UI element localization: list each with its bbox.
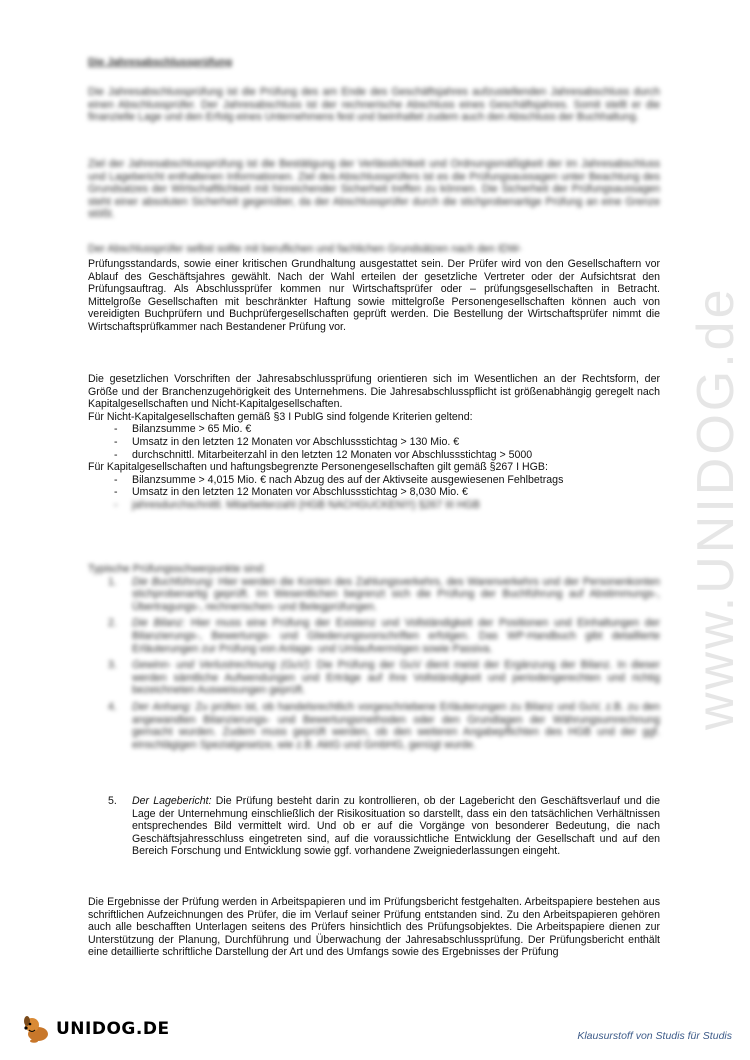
- nonkap-intro: Für Nicht-Kapitalgesellschaften gemäß §3 I PublG sind folgende Kriterien geltend:: [88, 410, 473, 423]
- item-term: Der Anhang:: [132, 700, 192, 713]
- item-number: 5.: [108, 795, 117, 807]
- item-text: Zu prüfen ist, ob handelsrechtlich vorgeschriebene Erläuterungen zu Bilanz und GuV, z.B. zu den angewandten Bilanzierungs- und Bewertungsmethoden oder den Grundlagen der Währungsumrechnung gemacht wurden. Zudem muss geprüft werden, ob den weiteren Angabepflichten des HGB und der ggf. einschlägigen Spezialgesetze, wie z.B. AktG und GmbHG, genügt wurde.: [132, 700, 660, 751]
- item-text: Die Prüfung besteht darin zu kontrollieren, ob der Lagebericht den Geschäftsverlauf und die Lage der Unternehmung einschließlich der Risikosituation so darstellt, dass ein den tatsächlichen Verhältnissen entsprechendes Bild vermittelt wird. Und ob er auf die Vorgänge von besonderer Bedeutung, die nach Geschäftsjahresschluss eingetreten sind, auf die voraussichtliche Entwicklung der Gesellschaft und auf den Bereich Forschung und Entwicklung sowie ggf. vorhandene Zweigniederlassungen eingeht.: [132, 795, 660, 858]
- list-item: - Bilanzsumme > 4,015 Mio. € nach Abzug des auf der Aktivseite ausgewiesenen Fehlbetrags: [88, 474, 660, 487]
- paragraph-auditor: [88, 258, 660, 334]
- schwerpunkte-list: [88, 576, 660, 752]
- paragraph-text: Die Ergebnisse der Prüfung werden in Arbeitspapieren und im Prüfungsbericht festgehalten. Arbeitspapiere bestehen aus schriftlichen Aufzeichnungen des Prüfer, die im Verlauf seiner Prüfung entstanden sind. Zu den Arbeitspapieren gehören auch alle beschafften Unterlagen seitens des Prüfers hinsichtlich des Prüfungsobjektes. Die Arbeitspapiere dienen zur Unterstützung der Planung, Durchführung und Überwachung der Jahresabschlussprüfung. Der Prüfungsbericht enthält eine detaillierte schriftliche Darstellung der Art und des Umfangs sowie des Ergebnisses der Prüfung: [88, 896, 660, 959]
- paragraph-legal: [88, 373, 660, 512]
- list-item: [88, 576, 660, 614]
- schwerpunkte-section: [88, 563, 660, 755]
- logo-text: UNIDOG.DE: [56, 1019, 170, 1039]
- nonkap-criteria-list: [88, 423, 660, 461]
- item-number: 2.: [108, 617, 117, 630]
- footer-tagline: Klausurstoff von Studis für Studis: [577, 1030, 732, 1042]
- list-item: - jahresdurchschnittl. Mitarbeiterzahl (HGB NACHGUCKEN!!!) §267 III HGB: [88, 499, 660, 512]
- dog-icon: [22, 1014, 52, 1044]
- paragraph-results: [88, 896, 660, 959]
- list-item: - durchschnittl. Mitarbeiterzahl in den letzten 12 Monaten vor Abschlussstichtag > 5000: [88, 449, 660, 462]
- paragraph-text: Die Jahresabschlussprüfung ist die Prüfung des am Ende des Geschäftsjahres aufzustellenden Jahresabschluss durch einen Abschlussprüfer. Der Jahresabschluss ist der rechnerische Abschluss eines Geschäftsjahres. Somit stellt er die finanzielle Lage und den Erfolg eines Unternehmens fest und beinhaltet zudem auch den Abschluss der Buchhaltung.: [88, 86, 660, 124]
- item-term: Die Bilanz:: [132, 617, 186, 630]
- kap-criteria-list: [88, 474, 660, 512]
- item-number: 1.: [108, 575, 117, 588]
- paragraph-goal: [88, 158, 660, 221]
- item-term: Die Buchführung:: [132, 575, 215, 588]
- document-title: Die Jahresabschlussprüfung: [88, 56, 233, 68]
- list-item: [88, 659, 660, 697]
- schwerpunkte-intro: Typische Prüfungsschwerpunkte sind:: [88, 563, 266, 575]
- item-text: Hier werden die Konten des Zahlungsverkehrs, des Warenverkehrs und der Personenkonten stichprobenartig geprüft. Im Wesentlichen begrenzt sich die Prüfung der Buchführung auf Abstimmungs-, Übertragungs-, rechnerischen- und Belegprüfungen.: [132, 575, 660, 613]
- unidog-logo: [22, 1014, 170, 1044]
- paragraph-text: Ziel der Jahresabschlussprüfung ist die Bestätigung der Verlässlichkeit und Ordnungsmäßigkeit der im Jahresabschluss und Lagebericht enthaltenen Informationen. Ziel des Abschlussprüfers ist es die Prüfungsaussagen unter Beachtung des Grundsatzes der Wirtschaftlichkeit mit hinreichender Sicherheit treffen zu können. Die Sicherheit der Prüfungsaussagen steht einer absoluten Sicherheit gegenüber, da der Abschlussprüfer durch die stichprobenartige Prüfung an eine Grenze stößt.: [88, 158, 660, 221]
- paragraph-text: Prüfungsstandards, sowie einer kritischen Grundhaltung ausgestattet sein. Der Prüfer wird von den Gesellschaftern vor Ablauf des Geschäftsjahres gewählt. Nach der Wahl erteilen der gesetzliche Vertreter oder der Aufsichtsrat den Prüfungsauftrag. Als Abschlussprüfer kommen nur Wirtschaftsprüfer oder – prüfungsgesellschaften in Betracht. Mittelgroße Gesellschaften mit beschränkter Haftung sowie mittelgroße Personengesellschaften können auch von vereidigten Buchprüfern und Buchprüfergesellschaften geprüft werden. Die Bestellung der Wirtschaftsprüfer nimmt die Wirtschaftsprüfkammer nach Bestandener Prüfung vor.: [88, 258, 660, 333]
- list-item: - Umsatz in den letzten 12 Monaten vor Abschlussstichtag > 8,030 Mio. €: [88, 486, 660, 499]
- lagebericht-section: [88, 795, 660, 862]
- paragraph-text: Die gesetzlichen Vorschriften der Jahresabschlussprüfung orientieren sich im Wesentlichen an der Rechtsform, der Größe und der Branchenzugehörigkeit des Unternehmens. Die Jahresabschlusspflicht ist größenabhängig geregelt nach Kapitalgesellschaften und Nicht-Kapitalgesellschaften.: [88, 373, 660, 411]
- watermark-text: www.UNIDOG.de: [687, 286, 745, 730]
- item-text: Hier muss eine Prüfung der Existenz und Vollständigkeit der Positionen und Einhaltungen der Bilanzierungs-, Bewertungs- und Gliederungsvorschriften erfolgen. Das WP-Handbuch gibt detaillierte Erläuterungen zur Prüfung von Anlage- und Umlaufvermögen sowie Passiva.: [132, 617, 660, 655]
- list-item: [88, 617, 660, 655]
- kap-intro: Für Kapitalgesellschaften und haftungsbegrenzte Personengesellschaften gilt gemäß §267 I HGB:: [88, 461, 548, 474]
- list-item: - Umsatz in den letzten 12 Monaten vor Abschlussstichtag > 130 Mio. €: [88, 436, 660, 449]
- paragraph-intro: [88, 86, 660, 124]
- item-text: Die Prüfung der GuV dient meist der Ergänzung der Bilanz. In dieser werden sämtliche Aufwendungen und Erträge auf ihre Vollständigkeit und periodengerechten und richtig bezeichneten Ausweisungen geprüft.: [132, 659, 660, 697]
- list-item: [88, 795, 660, 858]
- item-number: 4.: [108, 700, 117, 713]
- list-item: - Bilanzsumme > 65 Mio. €: [88, 423, 660, 436]
- item-term: Der Lagebericht:: [132, 795, 212, 807]
- paragraph-auditor-blurred-line: [88, 243, 660, 256]
- paragraph-text: Der Abschlussprüfer selbst sollte mit beruflichen und fachlichen Grundsätzen nach den IDW-: [88, 243, 522, 255]
- item-number: 3.: [108, 659, 117, 672]
- item-term: Gewinn- und Verlustrechnung (GuV):: [132, 659, 312, 672]
- lagebericht-list: [88, 795, 660, 858]
- list-item: [88, 701, 660, 751]
